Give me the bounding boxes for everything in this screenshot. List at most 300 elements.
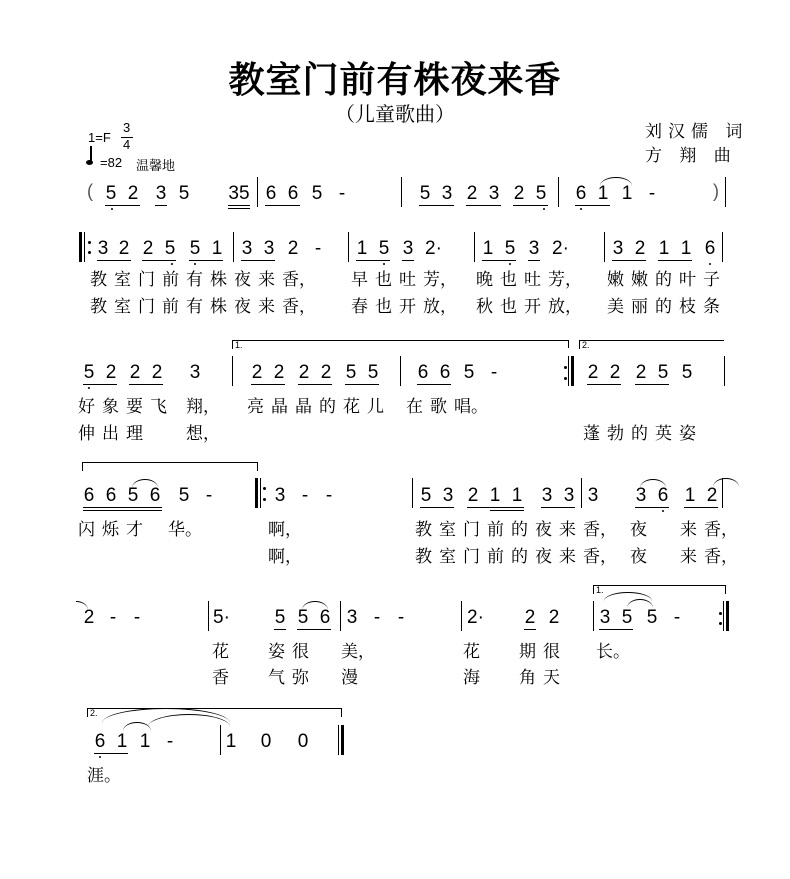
note: 3 [442,485,454,506]
underline [189,260,223,261]
slur [123,722,151,731]
note-dotted: 2· [425,238,442,259]
note: 3 [241,238,253,259]
underline [83,510,162,511]
dash: - [648,183,656,204]
note: 6 [575,183,587,204]
note: 5 [420,485,432,506]
slur [132,479,158,488]
note: 6 [265,183,277,204]
lyric: 夜 [535,547,552,567]
lyric: 天 [543,668,560,688]
repeat-dot [564,377,567,380]
low-octave-dot [709,263,711,265]
lyric: 教 [90,297,107,317]
note: 2 [127,183,139,204]
underline [94,753,128,754]
note: 6 [105,485,117,506]
repeat-end-thick [726,601,729,631]
barline [232,356,233,386]
lyric: 蓬 [583,424,600,444]
barline [581,478,582,508]
underline [402,260,414,261]
lyric: 的 [655,270,672,290]
note-dotted: 2· [552,238,569,259]
lyric: 香， [282,297,316,317]
lyric: 前 [162,270,179,290]
lyric: 夜 [234,297,251,317]
lyric: 嫩 [607,270,624,290]
note: 5 [463,362,475,383]
low-octave-dot [99,756,101,758]
lyric: 来 [680,547,697,567]
low-octave-dot [111,208,113,210]
repeat-dot [719,612,722,615]
low-octave-dot [543,208,545,210]
note: 6 [149,485,161,506]
dash: - [205,485,213,506]
final-barline-thick [341,725,344,755]
note: 5 [189,238,201,259]
lyric: 香， [704,547,738,567]
lyric: 的 [511,520,528,540]
note: 2 [151,362,163,383]
lyric: 美， [341,642,375,662]
lyric: 的 [631,424,648,444]
note: 1 [139,731,151,752]
underline [524,629,536,630]
volta-label: 1. [596,585,604,595]
note-dotted: 2· [467,607,484,628]
dash: - [397,607,405,628]
underline [274,629,286,630]
underline [635,384,669,385]
underline [541,507,575,508]
time-signature-top: 3 [123,120,131,135]
lyric: 夜 [630,547,647,567]
low-octave-dot [580,208,582,210]
lyric: 花 [463,642,480,662]
barline [724,356,725,386]
lyric: 好 [78,397,95,417]
lyric: 嫩 [631,270,648,290]
lyric: 姿 [268,642,285,662]
lyric: 芳， [423,270,457,290]
note: 5 [681,362,693,383]
lyric: 叶 [679,270,696,290]
lyricist-credit: 刘汉儒 词 [645,122,749,142]
note: 1 [225,731,237,752]
lyric: 象 [102,397,119,417]
lyric: 吐 [399,270,416,290]
lyric: 夜 [535,520,552,540]
note: 5 [83,362,95,383]
lyric: 也 [500,270,517,290]
lyric: 门 [463,547,480,567]
low-octave-dot [171,263,173,265]
dash: - [301,485,309,506]
note: 6 [94,731,106,752]
lyric: 姿 [679,424,696,444]
dash: - [133,607,141,628]
barline [604,232,605,262]
lyric: 株 [210,297,227,317]
note: 3 [441,183,453,204]
lyric: 闪 [78,520,95,540]
lyric: 室 [439,520,456,540]
lyric: 来 [559,547,576,567]
note: 6 [287,183,299,204]
underline [83,384,117,385]
note: 3 [599,607,611,628]
lyric: 前 [162,297,179,317]
note: 3 [541,485,553,506]
barline [412,478,413,508]
lyric: 勃 [607,424,624,444]
barline [220,725,221,755]
composer-credit: 方 翔 曲 [645,146,737,166]
note: 5 [419,183,431,204]
barline [461,601,462,631]
note: 2 [587,362,599,383]
repeat-dot [564,366,567,369]
lyric: 教 [415,547,432,567]
dash: - [314,238,322,259]
lyric: 很 [543,642,560,662]
dash: - [673,607,681,628]
note: 1 [116,731,128,752]
note: 2 [513,183,525,204]
barline [474,232,475,262]
repeat-dot [88,241,91,244]
repeat-end-thick [571,356,574,386]
lyric: 条 [703,297,720,317]
lyric: 前 [487,547,504,567]
note: 2 [83,607,95,628]
lyric: 长。 [596,642,630,662]
lyric: 门 [138,297,155,317]
note: 3 [563,485,575,506]
dash: - [166,731,174,752]
underline [490,510,524,511]
note: 1 [511,485,523,506]
lyric: 室 [114,297,131,317]
lyric: 夜 [234,270,251,290]
lyric: 子 [703,270,720,290]
note: 1 [658,238,670,259]
lyric: 理 [126,424,143,444]
note: 6 [439,362,451,383]
lyric: 来 [680,520,697,540]
underline [419,205,454,206]
lyric: 晚 [476,270,493,290]
underline [575,205,610,206]
slur [640,479,666,488]
lyric: 英 [655,424,672,444]
lyric: 角 [519,668,536,688]
lyric: 前 [487,520,504,540]
underline [298,384,332,385]
note: 5 [164,238,176,259]
underline [635,507,669,508]
note: 1 [684,485,696,506]
underline [356,260,390,261]
lyric: 烁 [102,520,119,540]
lyric: 也 [375,297,392,317]
repeat-start-thick [255,478,258,508]
barline [558,177,559,207]
lyric: 香， [583,547,617,567]
low-octave-dot [383,263,385,265]
barline [208,601,209,631]
barline [348,232,349,262]
note: 1 [356,238,368,259]
lyric: 漫 [341,668,358,688]
underline [129,384,163,385]
repeat-end-thin [723,601,724,631]
note: 3 [97,238,109,259]
underline [612,260,646,261]
lyric: 的 [511,547,528,567]
note: 6 [657,485,669,506]
low-octave-dot [509,263,511,265]
note: 2 [634,238,646,259]
volta-bracket-second-ending [579,340,724,349]
lyric: 晶 [295,397,312,417]
note: 1 [680,238,692,259]
underline [658,260,692,261]
dash: - [325,485,333,506]
note: 6 [704,238,716,259]
lyric: 儿 [367,397,384,417]
dash: - [490,362,498,383]
lyric: 期 [519,642,536,662]
underline [513,205,548,206]
lyric: 吐 [524,270,541,290]
expression-mark: 温馨地 [136,158,176,173]
repeat-dot [263,487,266,490]
lyric: 夜 [630,520,647,540]
note: 2 [251,362,263,383]
note: 3 [488,183,500,204]
note: 5 [178,485,190,506]
underline [587,384,621,385]
note: 1 [621,183,633,204]
lyric: 才 [126,520,143,540]
lyric: 花 [212,642,229,662]
lyric: 涯。 [87,766,121,786]
note: 3 [587,485,599,506]
note: 3 [528,238,540,259]
note: 5 [127,485,139,506]
lyric: 啊， [268,520,302,540]
lyric: 飞 [150,397,167,417]
key-signature: 1=F [88,130,111,145]
lyric: 海 [463,668,480,688]
lyric: 美 [607,297,624,317]
lyric: 来 [258,270,275,290]
repeat-dot [719,622,722,625]
lyric: 放， [548,297,582,317]
note: 5 [311,183,323,204]
note: 2 [129,362,141,383]
lyric: 也 [500,297,517,317]
note: 1 [489,485,501,506]
repeat-start-thin [84,232,85,262]
note: 3 [402,238,414,259]
lyric: 的 [319,397,336,417]
tempo-value: =82 [100,155,123,170]
lyric: 来 [559,520,576,540]
lyric: 出 [102,424,119,444]
note: 0 [297,731,309,752]
underline [417,384,451,385]
note: 2 [548,607,560,628]
note-dotted: 5· [213,607,230,628]
repeat-dot [263,498,266,501]
note: 2 [706,485,718,506]
lyric: 翔， [186,397,220,417]
note: 5 [274,607,286,628]
final-barline-thin [338,725,339,755]
lyric: 香 [212,668,229,688]
repeat-start-thin [260,478,261,508]
lyric: 教 [415,520,432,540]
note: 6 [417,362,429,383]
open-paren: ( [87,181,93,201]
underline [142,260,176,261]
lyric: 室 [439,547,456,567]
note: 2 [524,607,536,628]
note: 3 [635,485,647,506]
lyric: 亮 [247,397,264,417]
note: 1 [211,238,223,259]
note: 3 [155,183,167,204]
note: 3 [274,485,286,506]
underline [83,507,162,508]
note: 2 [298,362,310,383]
note: 3 [189,362,201,383]
underline [155,205,167,206]
lyric: 华。 [168,520,202,540]
lyric: 想， [186,424,220,444]
dash: - [373,607,381,628]
dash: - [338,183,346,204]
note: 2 [287,238,299,259]
lyric: 在 [406,397,423,417]
volta-end-hook [232,340,569,348]
underline [599,629,633,630]
note: 0 [260,731,272,752]
note: 2 [466,183,478,204]
lyric: 早 [351,270,368,290]
underline [228,205,250,206]
underline [528,260,540,261]
note: 5 [178,183,190,204]
barline [401,177,402,207]
lyric: 的 [655,297,672,317]
note: 5 [297,607,309,628]
underline [467,507,524,508]
note: 2 [142,238,154,259]
lyric: 花 [343,397,360,417]
close-paren: ) [713,181,719,201]
repeat-end-thin [568,356,569,386]
lyric: 气 [268,668,285,688]
dash: - [109,607,117,628]
lyric: 有 [186,297,203,317]
volta-bracket-continuation [82,462,258,471]
note: 2 [273,362,285,383]
repeat-dot [88,251,91,254]
note: 6 [83,485,95,506]
lyric: 香， [704,520,738,540]
lyric: 秋 [476,297,493,317]
barline [340,601,341,631]
lyric: 室 [114,270,131,290]
song-title: 教室门前有株夜来香 [228,59,562,101]
lyric: 有 [186,270,203,290]
barline [725,177,726,207]
barline [400,356,401,386]
lyric: 枝 [679,297,696,317]
volta-bracket-first-ending [593,585,726,594]
barline [722,232,723,262]
lyric: 开 [399,297,416,317]
underline [345,384,379,385]
underline [684,507,718,508]
note: 2 [105,362,117,383]
quarter-note-head-icon [86,160,93,165]
note: 5 [378,238,390,259]
underline [265,205,300,206]
underline [97,260,131,261]
note: 2 [635,362,647,383]
barline [257,177,258,207]
note: 3 [612,238,624,259]
low-octave-dot [88,387,90,389]
note: 3 [346,607,358,628]
lyric: 来 [258,297,275,317]
note: 1 [482,238,494,259]
volta-label: 1. [235,340,243,350]
note: 5 [105,183,117,204]
note: 5 [504,238,516,259]
lyric: 很 [292,642,309,662]
note: 1 [597,183,609,204]
underline [297,629,331,630]
lyric: 放， [423,297,457,317]
lyric: 香， [583,520,617,540]
lyric: 弥 [292,668,309,688]
underline [466,205,501,206]
note: 5 [621,607,633,628]
lyric: 唱。 [454,397,488,417]
repeat-start-thick [79,232,82,262]
low-octave-dot [662,510,664,512]
note: 2 [609,362,621,383]
note: 6 [319,607,331,628]
volta-label: 2. [90,708,98,718]
note: 2 [467,485,479,506]
slur [302,601,328,610]
underline [482,260,516,261]
note: 3 [263,238,275,259]
lyric: 门 [463,520,480,540]
lyric: 歌 [430,397,447,417]
lyric: 也 [375,270,392,290]
note: 2 [118,238,130,259]
